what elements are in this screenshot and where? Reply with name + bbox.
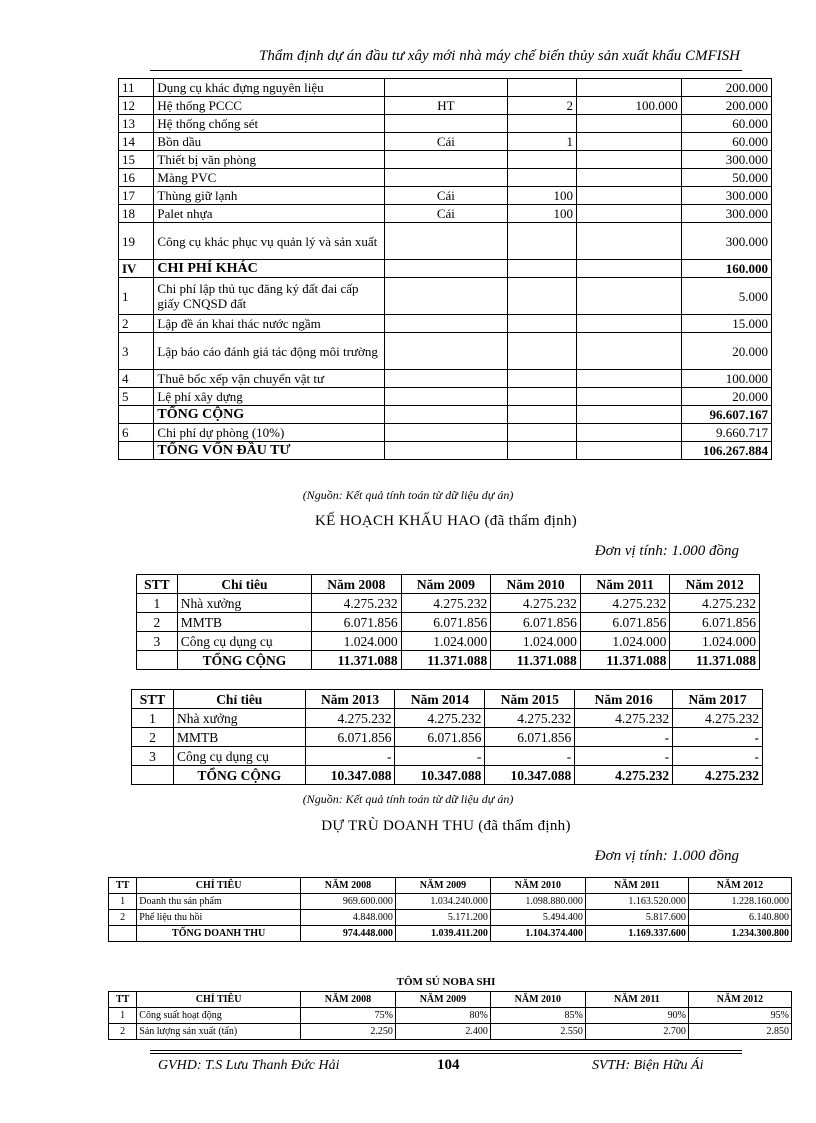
header-row [132,690,763,709]
cell-value: 1.098.880.000 [490,894,585,910]
column-header: STT [137,575,178,594]
cell-value: 11.371.088 [580,651,670,670]
cell-item: Bồn dầu [154,133,385,151]
cell-unit: Cái [384,187,507,205]
column-header: NĂM 2008 [300,878,395,894]
table-row [119,187,772,205]
cell-unit [384,79,507,97]
header-row [137,575,760,594]
cell-price [577,388,682,406]
cell-value: 6.071.856 [305,728,395,747]
column-header: Năm 2014 [395,690,485,709]
cell-value: 6.071.856 [401,613,491,632]
column-header: Năm 2012 [670,575,760,594]
table-row [119,278,772,315]
cell-amount: 200.000 [681,97,771,115]
column-header: NĂM 2011 [585,992,688,1008]
cell-stt: 1 [109,894,137,910]
cell-qty [507,388,576,406]
cell-stt: 1 [132,709,174,728]
cell-value: - [673,747,763,766]
cell-value: 6.140.800 [688,910,791,926]
cell-qty: 2 [507,97,576,115]
table-row [119,424,772,442]
cell-amount: 60.000 [681,133,771,151]
cell-price [577,260,682,278]
cell-value: 6.071.856 [491,613,581,632]
column-header: Năm 2009 [401,575,491,594]
shrimp-table-title: TÔM SÚ NOBA SHI [396,976,496,988]
cell-unit [384,278,507,315]
cell-qty [507,406,576,424]
cell-qty [507,442,576,460]
cell-value: 90% [585,1008,688,1024]
cell-item: Dụng cụ khác đựng nguyên liệu [154,79,385,97]
column-header: Năm 2010 [491,575,581,594]
cell-amount: 300.000 [681,205,771,223]
cell-value: 10.347.088 [395,766,485,785]
cell-unit [384,223,507,260]
cell-value: 5.817.600 [585,910,688,926]
cell-amount: 50.000 [681,169,771,187]
cell-no [119,442,154,460]
cell-value: 85% [490,1008,585,1024]
cell-item: Thùng giữ lạnh [154,187,385,205]
depreciation-unit-note: Đơn vị tính: 1.000 đồng [594,543,739,559]
cell-no: 3 [119,333,154,370]
cell-value: 4.275.232 [673,766,763,785]
table-row [109,1008,792,1024]
column-header: Chỉ tiêu [177,575,311,594]
source-note-2: (Nguồn: Kết quả tính toán từ dữ liệu dự án) [302,792,514,806]
cell-value: 1.228.160.000 [688,894,791,910]
table-row [119,442,772,460]
cell-price [577,370,682,388]
cell-price [577,223,682,260]
cell-label: Doanh thu sản phẩm [137,894,301,910]
cell-value: 1.234.300.800 [688,926,791,942]
cell-price [577,333,682,370]
table-row [119,133,772,151]
cell-unit [384,406,507,424]
cell-value: - [575,747,673,766]
cell-value: 95% [688,1008,791,1024]
table-row [132,709,763,728]
cell-price [577,169,682,187]
revenue-title: DỰ TRÙ DOANH THU (đã thẩm định) [321,818,571,834]
cell-qty [507,115,576,133]
cell-no: 4 [119,370,154,388]
cell-no: 14 [119,133,154,151]
cell-value: 10.347.088 [305,766,395,785]
column-header: NĂM 2012 [688,992,791,1008]
column-header: NĂM 2008 [300,992,395,1008]
cell-value: 6.071.856 [485,728,575,747]
cell-amount: 106.267.884 [681,442,771,460]
cell-no: 16 [119,169,154,187]
cell-value: 4.275.232 [401,594,491,613]
table-row [137,594,760,613]
table-row [109,926,792,942]
cell-amount: 200.000 [681,79,771,97]
cell-no: 11 [119,79,154,97]
cell-value: 6.071.856 [580,613,670,632]
cell-amount: 300.000 [681,151,771,169]
cell-value: 1.163.520.000 [585,894,688,910]
column-header: Năm 2011 [580,575,670,594]
cell-item: CHI PHÍ KHÁC [154,260,385,278]
table-row [119,115,772,133]
table-row [119,260,772,278]
cell-value: 974.448.000 [300,926,395,942]
column-header: NĂM 2009 [395,878,490,894]
cell-value: 4.275.232 [485,709,575,728]
column-header: CHỈ TIÊU [137,878,301,894]
cell-qty [507,370,576,388]
cell-qty [507,424,576,442]
cell-price [577,79,682,97]
cell-unit: HT [384,97,507,115]
cell-stt: 2 [109,910,137,926]
cell-no: 5 [119,388,154,406]
table-row [119,333,772,370]
cell-value: 2.550 [490,1024,585,1040]
table-row [119,406,772,424]
table-row [132,747,763,766]
cell-label: Công cụ dụng cụ [173,747,305,766]
cell-label: Nhà xưởng [177,594,311,613]
cell-price [577,115,682,133]
cell-value: 10.347.088 [485,766,575,785]
cell-item: Palet nhựa [154,205,385,223]
footer-advisor: GVHD: T.S Lưu Thanh Đức Hải [158,1058,340,1073]
cell-item: TỔNG CỘNG [154,406,385,424]
cell-item: Công cụ khác phục vụ quản lý và sản xuất [154,223,385,260]
cell-price: 100.000 [577,97,682,115]
cell-unit [384,260,507,278]
source-note-1: (Nguồn: Kết quả tính toán từ dữ liệu dự án) [302,488,514,502]
table-row [119,169,772,187]
column-header: TT [109,878,137,894]
cell-amount: 5.000 [681,278,771,315]
cell-unit: Cái [384,205,507,223]
cell-price [577,151,682,169]
cell-value: 4.275.232 [312,594,402,613]
cell-value: 75% [300,1008,395,1024]
cell-unit [384,151,507,169]
cell-label: Công suất hoạt động [137,1008,301,1024]
cell-stt [137,651,178,670]
cell-value: 4.275.232 [575,709,673,728]
cell-unit [384,315,507,333]
column-header: STT [132,690,174,709]
cell-item: Chi phí lập thủ tục đăng ký đất đai cấp giấy CNQSD đất [154,278,385,315]
table-row [137,613,760,632]
cell-value: 4.275.232 [491,594,581,613]
cell-item: Lệ phí xây dựng [154,388,385,406]
cell-amount: 15.000 [681,315,771,333]
cell-value: 2.400 [395,1024,490,1040]
cell-no: 18 [119,205,154,223]
cell-price [577,315,682,333]
table-row [119,370,772,388]
cell-amount: 160.000 [681,260,771,278]
header-row [109,992,792,1008]
cell-value: 4.275.232 [305,709,395,728]
cell-no: IV [119,260,154,278]
cell-value: 2.700 [585,1024,688,1040]
cell-value: 1.034.240.000 [395,894,490,910]
cell-qty [507,223,576,260]
table-row [119,315,772,333]
table-row [119,205,772,223]
table-row [119,223,772,260]
cell-qty [507,169,576,187]
cell-value: - [305,747,395,766]
cell-value: 1.039.411.200 [395,926,490,942]
cell-value: 11.371.088 [401,651,491,670]
cell-qty [507,79,576,97]
shrimp-capacity-table [108,991,792,1040]
column-header: Năm 2013 [305,690,395,709]
cell-label: Công cụ dụng cụ [177,632,311,651]
cell-value: 969.600.000 [300,894,395,910]
cell-value: 4.275.232 [395,709,485,728]
cell-stt: 3 [137,632,178,651]
cell-value: - [395,747,485,766]
column-header: Năm 2016 [575,690,673,709]
cell-unit [384,442,507,460]
cell-value: 6.071.856 [670,613,760,632]
cell-value: 5.494.400 [490,910,585,926]
cell-amount: 100.000 [681,370,771,388]
column-header: Năm 2008 [312,575,402,594]
column-header: Năm 2015 [485,690,575,709]
cell-price [577,278,682,315]
table-row [132,766,763,785]
cell-value: 1.024.000 [491,632,581,651]
cell-qty [507,278,576,315]
cell-amount: 20.000 [681,388,771,406]
column-header: Chỉ tiêu [173,690,305,709]
cell-value: 11.371.088 [670,651,760,670]
footer-rule-bottom [150,1053,742,1054]
cell-value: 80% [395,1008,490,1024]
table-row [137,651,760,670]
cell-price [577,187,682,205]
cell-value: 1.024.000 [580,632,670,651]
cell-stt: 3 [132,747,174,766]
cell-value: - [673,728,763,747]
column-header: NĂM 2012 [688,878,791,894]
cell-unit [384,424,507,442]
cell-no: 19 [119,223,154,260]
cell-stt: 1 [137,594,178,613]
cell-stt: 2 [137,613,178,632]
table-row [109,910,792,926]
cell-amount: 96.607.167 [681,406,771,424]
cell-label: Nhà xưởng [173,709,305,728]
cell-label: MMTB [177,613,311,632]
cell-value: 4.275.232 [580,594,670,613]
cell-unit [384,115,507,133]
cell-item: Chi phí dự phòng (10%) [154,424,385,442]
cell-qty: 100 [507,187,576,205]
cell-amount: 60.000 [681,115,771,133]
depreciation-table-2008-2012 [136,574,760,670]
revenue-table [108,877,792,942]
column-header: CHỈ TIÊU [137,992,301,1008]
cell-item: Màng PVC [154,169,385,187]
cell-amount: 300.000 [681,223,771,260]
cell-value: 6.071.856 [395,728,485,747]
cell-price [577,406,682,424]
column-header: NĂM 2010 [490,878,585,894]
cell-price [577,442,682,460]
cell-unit [384,370,507,388]
cell-price [577,424,682,442]
table-row [109,894,792,910]
cell-item: Lập đề án khai thác nước ngầm [154,315,385,333]
cell-value: 11.371.088 [491,651,581,670]
footer-page-number: 104 [437,1057,460,1073]
cell-no: 2 [119,315,154,333]
cell-qty: 100 [507,205,576,223]
page-header-title: Thẩm định dự án đầu tư xây mới nhà máy chế biến thủy sản xuất khẩu CMFISH [259,48,740,64]
cell-stt [109,926,137,942]
cell-value: - [575,728,673,747]
cell-label: MMTB [173,728,305,747]
cell-value: 1.169.337.600 [585,926,688,942]
cell-no: 6 [119,424,154,442]
footer-rule-top [150,1050,742,1051]
cell-no [119,406,154,424]
table-row [132,728,763,747]
cell-item: Lập báo cáo đánh giá tác động môi trường [154,333,385,370]
cell-qty [507,260,576,278]
table-row [119,151,772,169]
cell-no: 1 [119,278,154,315]
cell-value: 5.171.200 [395,910,490,926]
cell-value: 1.024.000 [670,632,760,651]
cell-value: 2.250 [300,1024,395,1040]
cell-stt: 1 [109,1008,137,1024]
cell-value: 6.071.856 [312,613,402,632]
cell-unit [384,333,507,370]
depreciation-table-2013-2017 [131,689,763,785]
cell-item: Hệ thống chống sét [154,115,385,133]
cell-value: 4.848.000 [300,910,395,926]
table-row [137,632,760,651]
header-row [109,878,792,894]
cell-value: 11.371.088 [312,651,402,670]
cell-stt [132,766,174,785]
cell-qty [507,333,576,370]
cell-amount: 300.000 [681,187,771,205]
investment-cost-table [118,78,772,460]
header-rule [150,70,742,71]
cell-stt: 2 [109,1024,137,1040]
cell-no: 17 [119,187,154,205]
table-row [119,388,772,406]
table-row [119,97,772,115]
table-row [109,1024,792,1040]
cell-qty: 1 [507,133,576,151]
cell-value: 4.275.232 [670,594,760,613]
cell-unit: Cái [384,133,507,151]
depreciation-title: KẾ HOẠCH KHẤU HAO (đã thẩm định) [314,513,578,529]
cell-amount: 20.000 [681,333,771,370]
cell-item: Thiết bị văn phòng [154,151,385,169]
cell-value: 4.275.232 [575,766,673,785]
cell-label: TỔNG CỘNG [177,651,311,670]
cell-qty [507,315,576,333]
column-header: NĂM 2010 [490,992,585,1008]
column-header: NĂM 2011 [585,878,688,894]
cell-unit [384,169,507,187]
cell-item: Thuê bốc xếp vận chuyển vật tư [154,370,385,388]
cell-value: 2.850 [688,1024,791,1040]
cell-stt: 2 [132,728,174,747]
cell-value: 1.104.374.400 [490,926,585,942]
cell-price [577,133,682,151]
column-header: Năm 2017 [673,690,763,709]
cell-value: 4.275.232 [673,709,763,728]
cell-item: Hệ thống PCCC [154,97,385,115]
cell-price [577,205,682,223]
cell-label: TỔNG DOANH THU [137,926,301,942]
cell-no: 13 [119,115,154,133]
cell-label: Sản lượng sản xuất (tấn) [137,1024,301,1040]
cell-no: 15 [119,151,154,169]
cell-unit [384,388,507,406]
cell-qty [507,151,576,169]
cell-label: Phế liệu thu hồi [137,910,301,926]
cell-value: 1.024.000 [312,632,402,651]
column-header: TT [109,992,137,1008]
cell-no: 12 [119,97,154,115]
cell-amount: 9.660.717 [681,424,771,442]
cell-label: TỔNG CỘNG [173,766,305,785]
cell-value: - [485,747,575,766]
table-row [119,79,772,97]
footer-student: SVTH: Biện Hữu Ái [592,1058,704,1073]
column-header: NĂM 2009 [395,992,490,1008]
cell-value: 1.024.000 [401,632,491,651]
revenue-unit-note: Đơn vị tính: 1.000 đồng [594,848,739,864]
cell-item: TỔNG VỐN ĐẦU TƯ [154,442,385,460]
